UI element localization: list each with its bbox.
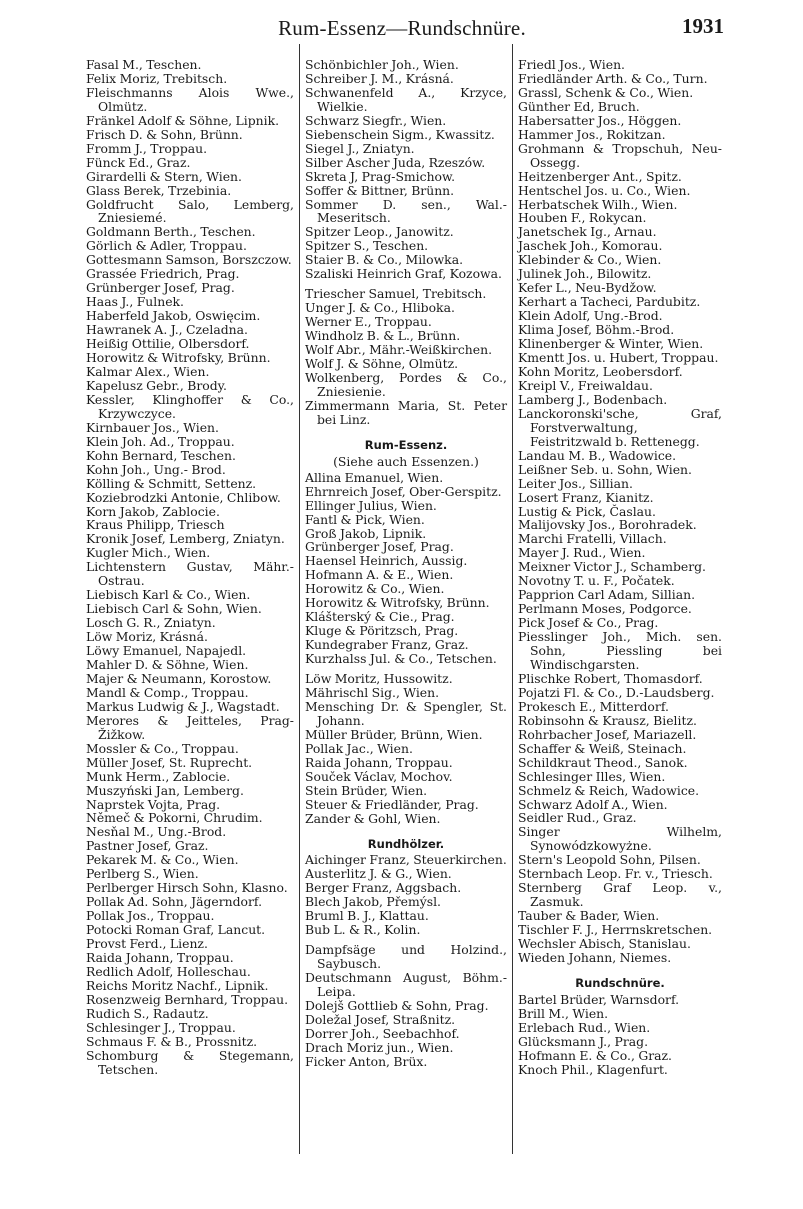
entry-list-rum-essenz-2 xyxy=(305,672,507,825)
directory-entry: Grünberger Josef, Prag. xyxy=(305,539,454,555)
directory-entry: Müller Brüder, Brünn, Wien. xyxy=(305,726,483,742)
directory-entry: Leiter Jos., Sillian. xyxy=(518,475,633,491)
directory-entry: Fromm J., Troppau. xyxy=(86,140,208,156)
directory-entry: Schmelz & Reich, Wadowice. xyxy=(518,782,700,798)
directory-entry: Skreta J, Prag-Smichow. xyxy=(305,168,456,184)
directory-entry: Naprstek Vojta, Prag. xyxy=(86,796,221,812)
directory-entry: Prokesch E., Mitterdorf. xyxy=(518,698,669,714)
directory-entry: Liebisch Carl & Sohn, Wien. xyxy=(86,601,262,617)
directory-entry: Mossler & Co., Troppau. xyxy=(86,740,239,756)
directory-entry: Nesňal M., Ung.-Brod. xyxy=(86,824,227,840)
directory-entry: Erlebach Rud., Wien. xyxy=(518,1019,651,1035)
directory-entry: Berger Franz, Aggsbach. xyxy=(305,880,462,896)
directory-entry: Pollak Jos., Troppau. xyxy=(86,908,215,924)
directory-entry: Rohrbacher Josef, Mariazell. xyxy=(518,726,697,742)
directory-entry: Novotny T. u. F., Počatek. xyxy=(518,573,675,589)
directory-entry: Lanckoronski'sche, Graf, Forstverwaltung, Feistritzwald b. Rettenegg. xyxy=(518,405,722,449)
directory-entry: Kmentt Jos. u. Hubert, Troppau. xyxy=(518,350,719,366)
directory-entry: Kapelusz Gebr., Brody. xyxy=(86,377,227,393)
directory-entry: Schwanenfeld A., Krzyce, Wielkie. xyxy=(305,84,507,114)
column-divider-left xyxy=(299,44,300,1154)
directory-entry: Zander & Gohl, Wien. xyxy=(305,810,441,826)
section-title-rum-essenz: Rum-Essenz. xyxy=(364,437,448,452)
directory-entry: Girardelli & Stern, Wien. xyxy=(86,168,242,184)
directory-entry: Deutschmann August, Böhm.-Leipa. xyxy=(305,970,507,1000)
directory-entry: Friedl Jos., Wien. xyxy=(518,57,625,72)
directory-entry: Dampfsäge und Holzind., Saybusch. xyxy=(305,942,507,972)
directory-entry: Kessler, Klinghoffer & Co., Krzywczyce. xyxy=(86,391,294,421)
directory-entry: Kurzhalss Jul. & Co., Tetschen. xyxy=(305,651,497,667)
directory-entry: Schreiber J. M., Krásná. xyxy=(305,70,454,86)
directory-entry: Austerlitz J. & G., Wien. xyxy=(305,866,452,882)
directory-entry: Werner E., Troppau. xyxy=(305,314,432,330)
directory-entry: Schmaus F. & B., Prossnitz. xyxy=(86,1033,258,1049)
directory-entry: Rosenzweig Bernhard, Troppau. xyxy=(86,991,289,1007)
directory-entry: Pollak Ad. Sohn, Jägerndorf. xyxy=(86,894,263,910)
directory-entry: Zimmermann Maria, St. Peter bei Linz. xyxy=(305,397,507,427)
directory-entry: Papprion Carl Adam, Sillian. xyxy=(518,587,696,603)
directory-entry: Aichinger Franz, Steuerkirchen. xyxy=(305,852,507,868)
directory-entry: Haas J., Fulnek. xyxy=(86,294,184,310)
directory-entry: Hentschel Jos. u. Co., Wien. xyxy=(518,182,691,198)
page-number: 1931 xyxy=(682,14,724,38)
directory-entry: Schaffer & Weiß, Steinach. xyxy=(518,740,687,756)
directory-entry: Jaschek Joh., Komorau. xyxy=(518,238,663,254)
directory-entry: Schönbichler Joh., Wien. xyxy=(305,57,459,72)
directory-entry: Siebenschein Sigm., Kwassitz. xyxy=(305,126,495,142)
directory-entry: Günther Ed, Bruch. xyxy=(518,98,640,114)
directory-entry: Julinek Joh., Bilowitz. xyxy=(518,266,652,282)
directory-entry: Mährischl Sig., Wien. xyxy=(305,684,440,700)
directory-entry: Lichtenstern Gustav, Mähr.-Ostrau. xyxy=(86,559,294,589)
directory-entry: Schwarz Siegfr., Wien. xyxy=(305,112,447,128)
directory-entry: Tauber & Bader, Wien. xyxy=(518,908,660,924)
directory-entry: Singer Wilhelm, Synowódzkowyżne. xyxy=(518,824,722,854)
directory-entry: Wolf J. & Söhne, Olmütz. xyxy=(305,356,459,372)
directory-entry: Hofmann A. & E., Wien. xyxy=(305,567,454,583)
directory-entry: Plischke Robert, Thomasdorf. xyxy=(518,670,703,686)
directory-entry: Kirnbauer Jos., Wien. xyxy=(86,419,219,435)
directory-entry: Dorrer Joh., Seebachhof. xyxy=(305,1025,460,1041)
directory-entry: Robinsohn & Krausz, Bielitz. xyxy=(518,712,697,728)
directory-entry: Fleischmanns Alois Wwe., Olmütz. xyxy=(86,84,294,114)
entry-list-rundhoelzer-1 xyxy=(305,853,507,937)
directory-entry: Habersatter Jos., Höggen. xyxy=(518,112,682,128)
directory-entry: Fasal M., Teschen. xyxy=(86,57,202,72)
directory-entry: Perlmann Moses, Podgorce. xyxy=(518,601,692,617)
directory-entry: Kreipl V., Freiwaldau. xyxy=(518,377,653,393)
directory-entry: Ehrnreich Josef, Ober-Gerspitz. xyxy=(305,483,502,499)
directory-entry: Losch G. R., Zniatyn. xyxy=(86,615,216,631)
directory-entry: Fränkel Adolf & Söhne, Lipnik. xyxy=(86,112,280,128)
directory-entry: Dolejš Gottlieb & Sohn, Prag. xyxy=(305,998,489,1013)
directory-entry: Bub L. & R., Kolin. xyxy=(305,922,421,938)
directory-entry: Bartel Brüder, Warnsdorf. xyxy=(518,991,680,1007)
directory-entry: Kohn Joh., Ung.- Brod. xyxy=(86,461,226,477)
running-title: Rum-Essenz—Rundschnüre. xyxy=(278,16,526,40)
directory-entry: Grünberger Josef, Prag. xyxy=(86,280,235,296)
directory-entry: Allina Emanuel, Wien. xyxy=(305,469,444,485)
directory-entry: Bruml B. J., Klattau. xyxy=(305,908,429,924)
entry-list-rundhoelzer-2 xyxy=(305,943,507,1069)
directory-entry: Marchi Fratelli, Villach. xyxy=(518,531,667,547)
directory-entry: Mandl & Comp., Troppau. xyxy=(86,684,249,700)
directory-entry: Wolkenberg, Pordes & Co., Zniesienie. xyxy=(305,369,507,399)
directory-entry: Haberfeld Jakob, Oswięcim. xyxy=(86,308,261,324)
directory-entry: Munk Herm., Zablocie. xyxy=(86,768,231,784)
directory-entry: Klebinder & Co., Wien. xyxy=(518,252,662,268)
directory-entry: Perlberger Hirsch Sohn, Klasno. xyxy=(86,880,288,896)
directory-entry: Knoch Phil., Klagenfurt. xyxy=(518,1061,668,1077)
directory-entry: Goldmann Berth., Teschen. xyxy=(86,224,256,240)
directory-entry: Frisch D. & Sohn, Brünn. xyxy=(86,126,243,142)
directory-entry: Sommer D. sen., Wal.-Meseritsch. xyxy=(305,196,507,226)
directory-entry: Doležal Josef, Straßnitz. xyxy=(305,1011,456,1027)
directory-entry: Pollak Jac., Wien. xyxy=(305,740,413,756)
directory-entry: Sternberg Graf Leop. v., Zasmuk. xyxy=(518,880,722,910)
directory-entry: Leißner Seb. u. Sohn, Wien. xyxy=(518,461,692,477)
directory-entry: Malijovsky Jos., Borohradek. xyxy=(518,517,697,533)
directory-entry: Stern's Leopold Sohn, Pilsen. xyxy=(518,852,701,868)
entry-list-col1 xyxy=(86,58,294,1077)
directory-entry: Wechsler Abisch, Stanislau. xyxy=(518,936,691,952)
directory-entry: Kronik Josef, Lemberg, Zniatyn. xyxy=(86,531,285,547)
directory-entry: Losert Franz, Kianitz. xyxy=(518,489,654,505)
column-3 xyxy=(518,58,722,1077)
page-header xyxy=(80,12,724,42)
directory-entry: Raida Johann, Troppau. xyxy=(305,754,453,770)
directory-entry: Perlberg S., Wien. xyxy=(86,866,199,882)
directory-entry: Staier B. & Co., Milowka. xyxy=(305,252,464,268)
directory-entry: Schildkraut Theod., Sanok. xyxy=(518,754,688,770)
directory-entry: Schlesinger J., Troppau. xyxy=(86,1019,236,1035)
directory-entry: Fantl & Pick, Wien. xyxy=(305,511,425,527)
directory-entry: Heißig Ottilie, Olbersdorf. xyxy=(86,336,250,352)
directory-entry: Grohmann & Tropschuh, Neu-Ossegg. xyxy=(518,140,722,170)
directory-entry: Tischler F. J., Herrnskretschen. xyxy=(518,922,713,938)
directory-entry: Spitzer S., Teschen. xyxy=(305,238,429,254)
section-title-rundhoelzer: Rundhölzer. xyxy=(367,836,445,851)
directory-entry: Groß Jakob, Lipnik. xyxy=(305,525,427,541)
directory-entry: Löwy Emanuel, Napajedl. xyxy=(86,643,247,659)
section-title-rundschnuere: Rundschnüre. xyxy=(575,975,665,990)
directory-entry: Kugler Mich., Wien. xyxy=(86,545,211,561)
directory-entry: Klein Adolf, Ung.-Brod. xyxy=(518,308,663,324)
directory-entry: Hawranek A. J., Czeladna. xyxy=(86,322,248,338)
directory-entry: Pojatzi Fl. & Co., D.-Laudsberg. xyxy=(518,684,715,700)
directory-entry: Meixner Victor J., Schamberg. xyxy=(518,559,707,575)
directory-entry: Goldfrucht Salo, Lemberg, Zniesiemé. xyxy=(86,196,294,226)
directory-entry: Lustig & Pick, Časlau. xyxy=(518,503,656,519)
directory-entry: Reichs Moritz Nachf., Lipnik. xyxy=(86,977,269,993)
directory-entry: Raida Johann, Troppau. xyxy=(86,950,234,965)
directory-entry: Klášterský & Cie., Prag. xyxy=(305,609,455,625)
directory-entry: Szaliski Heinrich Graf, Kozowa. xyxy=(305,266,502,282)
directory-entry: Herbatschek Wilh., Wien. xyxy=(518,196,678,212)
directory-entry: Klein Joh. Ad., Troppau. xyxy=(86,433,235,449)
directory-entry: Glass Berek, Trzebinia. xyxy=(86,182,232,198)
directory-entry: Markus Ludwig & J., Wagstadt. xyxy=(86,698,280,714)
directory-entry: Pastner Josef, Graz. xyxy=(86,838,209,854)
directory-entry: Kundegraber Franz, Graz. xyxy=(305,637,469,653)
directory-entry: Majer & Neumann, Korostow. xyxy=(86,670,272,686)
directory-entry: Korn Jakob, Zablocie. xyxy=(86,503,220,519)
directory-entry: Hofmann E. & Co., Graz. xyxy=(518,1047,672,1063)
directory-entry: Löw Moriz, Krásná. xyxy=(86,629,208,645)
directory-entry: Kölling & Schmitt, Settenz. xyxy=(86,475,257,491)
directory-entry: Wieden Johann, Niemes. xyxy=(518,950,672,965)
directory-entry: Windholz B. & L., Brünn. xyxy=(305,328,461,344)
directory-entry: Koziebrodzki Antonie, Chlibow. xyxy=(86,489,281,505)
directory-entry: Schomburg & Stegemann, Tetschen. xyxy=(86,1047,294,1077)
directory-entry: Muszyński Jan, Lemberg. xyxy=(86,782,244,798)
directory-entry: Löw Moritz, Hussowitz. xyxy=(305,671,453,687)
directory-entry: Haensel Heinrich, Aussig. xyxy=(305,553,468,569)
directory-entry: Soffer & Bittner, Brünn. xyxy=(305,182,455,198)
directory-entry: Glücksmann J., Prag. xyxy=(518,1033,649,1049)
directory-entry: Kraus Philipp, Triesch xyxy=(86,517,225,533)
directory-entry: Kalmar Alex., Wien. xyxy=(86,363,210,379)
directory-entry: Landau M. B., Wadowice. xyxy=(518,447,677,463)
directory-entry: Friedländer Arth. & Co., Turn. xyxy=(518,70,708,86)
directory-entry: Piesslinger Joh., Mich. sen. Sohn, Piessling bei Windischgarsten. xyxy=(518,629,722,672)
directory-entry: Provst Ferd., Lienz. xyxy=(86,936,208,952)
directory-entry: Steuer & Friedländer, Prag. xyxy=(305,796,479,812)
directory-entry: Siegel J., Zniatyn. xyxy=(305,140,415,156)
directory-entry: Brill M., Wien. xyxy=(518,1005,609,1021)
directory-entry: Silber Ascher Juda, Rzeszów. xyxy=(305,154,486,170)
directory-entry: Ellinger Julius, Wien. xyxy=(305,497,437,513)
directory-entry: Wolf Abr., Mähr.-Weißkirchen. xyxy=(305,342,493,358)
directory-entry: Houben F., Rokycan. xyxy=(518,210,647,226)
directory-entry: Potocki Roman Graf, Lancut. xyxy=(86,922,266,938)
directory-entry: Spitzer Leop., Janowitz. xyxy=(305,224,454,240)
directory-entry: Lamberg J., Bodenbach. xyxy=(518,391,668,407)
directory-entry: Stein Brüder, Wien. xyxy=(305,782,428,798)
directory-entry: Hammer Jos., Rokitzan. xyxy=(518,126,666,142)
directory-entry: Heitzenberger Ant., Spitz. xyxy=(518,168,682,184)
directory-entry: Kohn Moritz, Leobersdorf. xyxy=(518,363,683,379)
column-divider-right xyxy=(512,44,513,1154)
directory-entry: Pekarek M. & Co., Wien. xyxy=(86,852,239,868)
directory-entry: Grassée Friedrich, Prag. xyxy=(86,266,240,282)
directory-entry: Klima Josef, Böhm.-Brod. xyxy=(518,322,675,338)
directory-entry: Drach Moriz jun., Wien. xyxy=(305,1039,454,1055)
directory-entry: Němeč & Pokorni, Chrudim. xyxy=(86,810,263,826)
directory-entry: Horowitz & Co., Wien. xyxy=(305,581,445,597)
entry-list-col2-mid xyxy=(305,287,507,427)
directory-entry: Pick Josef & Co., Prag. xyxy=(518,615,659,631)
entry-list-col2-top xyxy=(305,58,507,281)
column-1 xyxy=(86,58,294,1077)
directory-entry: Fünck Ed., Graz. xyxy=(86,154,191,170)
directory-entry: Schwarz Adolf A., Wien. xyxy=(518,796,668,812)
directory-entry: Rudich S., Radautz. xyxy=(86,1005,209,1021)
directory-entry: Redlich Adolf, Holleschau. xyxy=(86,963,251,979)
directory-entry: Blech Jakob, Přemýsl. xyxy=(305,894,441,910)
directory-entry: Felix Moriz, Trebitsch. xyxy=(86,70,228,86)
directory-entry: Merores & Jeitteles, Prag-Žižkow. xyxy=(86,712,294,742)
directory-entry: Müller Josef, St. Ruprecht. xyxy=(86,754,253,770)
directory-entry: Sternbach Leop. Fr. v., Triesch. xyxy=(518,866,713,882)
directory-entry: Mensching Dr. & Spengler, St. Johann. xyxy=(305,698,507,728)
directory-entry: Triescher Samuel, Trebitsch. xyxy=(305,286,487,302)
directory-entry: Gottesmann Samson, Borszczow. xyxy=(86,252,292,268)
directory-entry: Souček Václav, Mochov. xyxy=(305,768,453,784)
directory-entry: Liebisch Karl & Co., Wien. xyxy=(86,587,251,603)
directory-entry: Unger J. & Co., Hliboka. xyxy=(305,300,455,316)
entry-list-col3 xyxy=(518,58,722,965)
directory-entry: Kerhart a Tacheci, Pardubitz. xyxy=(518,294,701,310)
directory-entry: Görlich & Adler, Troppau. xyxy=(86,238,247,254)
entry-list-rundschnuere xyxy=(518,993,722,1077)
directory-entry: Seidler Rud., Graz. xyxy=(518,810,637,826)
directory-entry: Kluge & Pöritzsch, Prag. xyxy=(305,623,459,639)
directory-entry: Horowitz & Witrofsky, Brünn. xyxy=(305,595,490,611)
entry-list-rum-essenz-1 xyxy=(305,471,507,666)
directory-entry: Mayer J. Rud., Wien. xyxy=(518,545,646,561)
directory-entry: Mahler D. & Söhne, Wien. xyxy=(86,656,249,672)
directory-entry: Horowitz & Witrofsky, Brünn. xyxy=(86,350,271,366)
directory-entry: Kohn Bernard, Teschen. xyxy=(86,447,236,463)
directory-entry: Schlesinger Illes, Wien. xyxy=(518,768,666,784)
directory-entry: Kefer L., Neu-Bydžow. xyxy=(518,280,657,296)
section-note-rum-essenz: (Siehe auch Essenzen.) xyxy=(333,453,479,469)
directory-entry: Grassl, Schenk & Co., Wien. xyxy=(518,84,694,100)
directory-entry: Klinenberger & Winter, Wien. xyxy=(518,336,704,352)
directory-entry: Ficker Anton, Brüx. xyxy=(305,1053,428,1069)
column-2 xyxy=(305,58,507,1069)
directory-entry: Janetschek Ig., Arnau. xyxy=(518,224,657,240)
